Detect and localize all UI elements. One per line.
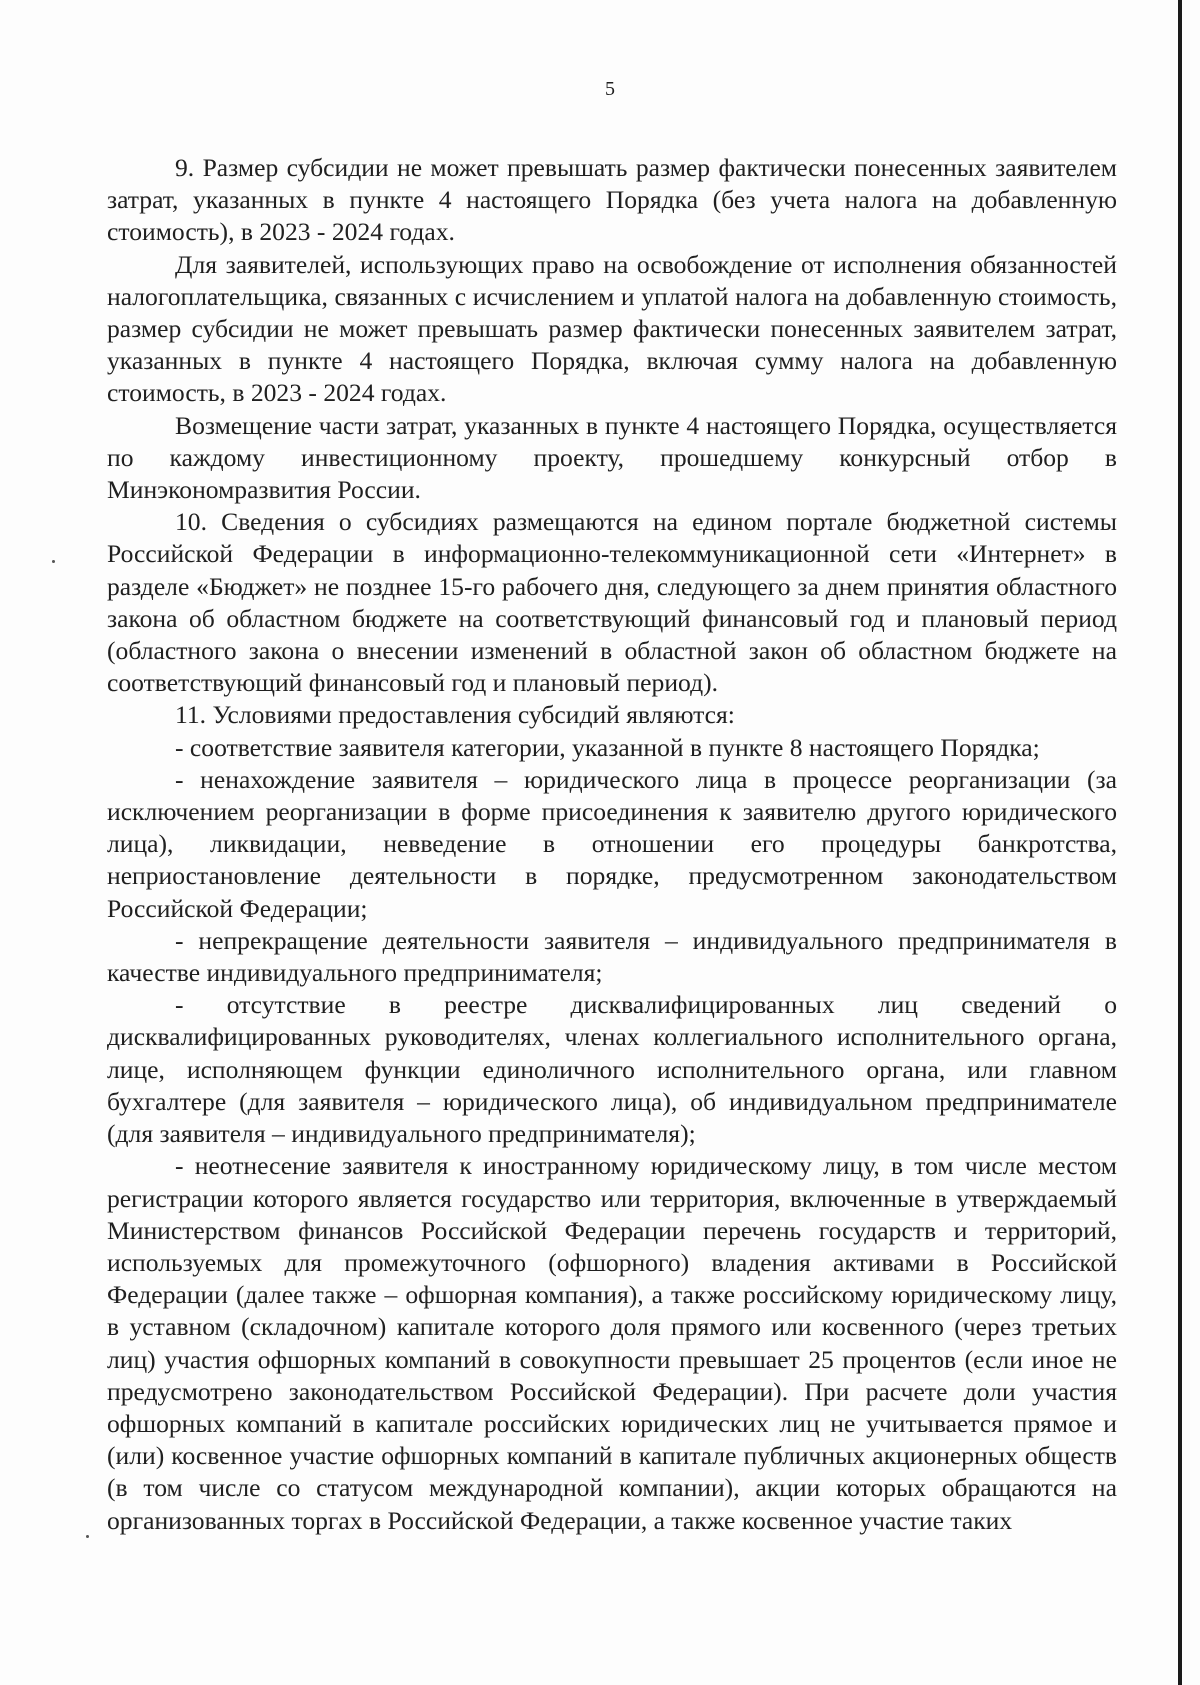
list-item-disqualified: - отсутствие в реестре дисквалифицированных лиц сведений о дисквалифицированных руководителях, членах коллегиального исполнительного органа, лице, исполняющем функции единоличного исполнительного органа, или главном бухгалтере (для заявителя – юридического лица), об индивидуальном предпринимателе (для заявителя – индивидуального предпринимателя); <box>107 990 1117 1149</box>
paragraph-10: 10. Сведения о субсидиях размещаются на едином портале бюджетной системы Российской Федерации в информационно-телекоммуникационной сети «Интернет» в разделе «Бюджет» не позднее 15-го рабочего дня, следующего за днем принятия областного закона об областном бюджете на соответствующий финансовый год и плановый период (областного закона о внесении изменений в областной закон об областном бюджете на соответствующий финансовый год и плановый период). <box>107 507 1117 698</box>
scan-speck <box>52 560 55 563</box>
paragraph-9: 9. Размер субсидии не может превышать размер фактически понесенных заявителем затрат, указанных в пункте 4 настоящего Порядка (без учета налога на добавленную стоимость), в 2023 - 2024 годах. <box>107 153 1117 247</box>
paragraph-reimbursement: Возмещение части затрат, указанных в пункте 4 настоящего Порядка, осуществляется по каждому инвестиционному проекту, прошедшему конкурсный отбор в Минэкономразвития России. <box>107 410 1117 505</box>
document-body <box>107 152 1117 1537</box>
list-item-reorganization: - ненахождение заявителя – юридического лица в процессе реорганизации (за исключением реорганизации в форме присоединения к заявителю другого юридического лица), ликвидации, невведение в отношении его процедуры банкротства, неприостановление деятельности в порядке, предусмотренном законодательством Российской Федерации; <box>107 764 1117 923</box>
paragraph-11: 11. Условиями предоставления субсидий являются: <box>175 700 735 730</box>
paragraph-vat-exempt: Для заявителей, использующих право на освобождение от исполнения обязанностей налогоплательщика, связанных с исчислением и уплатой налога на добавленную стоимость, размер субсидии не может превышать размер фактически понесенных заявителем затрат, указанных в пункте 4 настоящего Порядка, включая сумму налога на добавленную стоимость, в 2023 - 2024 годах. <box>107 249 1117 408</box>
list-item-category: - соответствие заявителя категории, указанной в пункте 8 настоящего Порядка; <box>175 732 1040 762</box>
page-number: 5 <box>605 78 615 100</box>
list-item-entrepreneur: - непрекращение деятельности заявителя – индивидуального предпринимателя в качестве индивидуального предпринимателя; <box>107 925 1117 988</box>
list-item-offshore: - неотнесение заявителя к иностранному юридическому лицу, в том числе местом регистрации которого является государство или территория, включенные в утверждаемый Министерством финансов Российской Федерации перечень государств и территорий, используемых для промежуточного (офшорного) владения активами в Российской Федерации (далее также – офшорная компания), а также российскому юридическому лицу, в уставном (складочном) капитале которого доля прямого или косвенного (через третьих лиц) участия офшорных компаний в совокупности превышает 25 процентов (если иное не предусмотрено законодательством Российской Федерации). При расчете доли участия офшорных компаний в капитале российских юридических лиц не учитывается прямое и (или) косвенное участие офшорных компаний в капитале публичных акционерных обществ (в том числе со статусом международной компании), акции которых обращаются на организованных торгах в Российской Федерации, а также косвенное участие таких <box>107 1151 1117 1535</box>
scan-edge-shadow <box>1178 0 1182 1685</box>
scan-speck <box>86 1535 89 1538</box>
